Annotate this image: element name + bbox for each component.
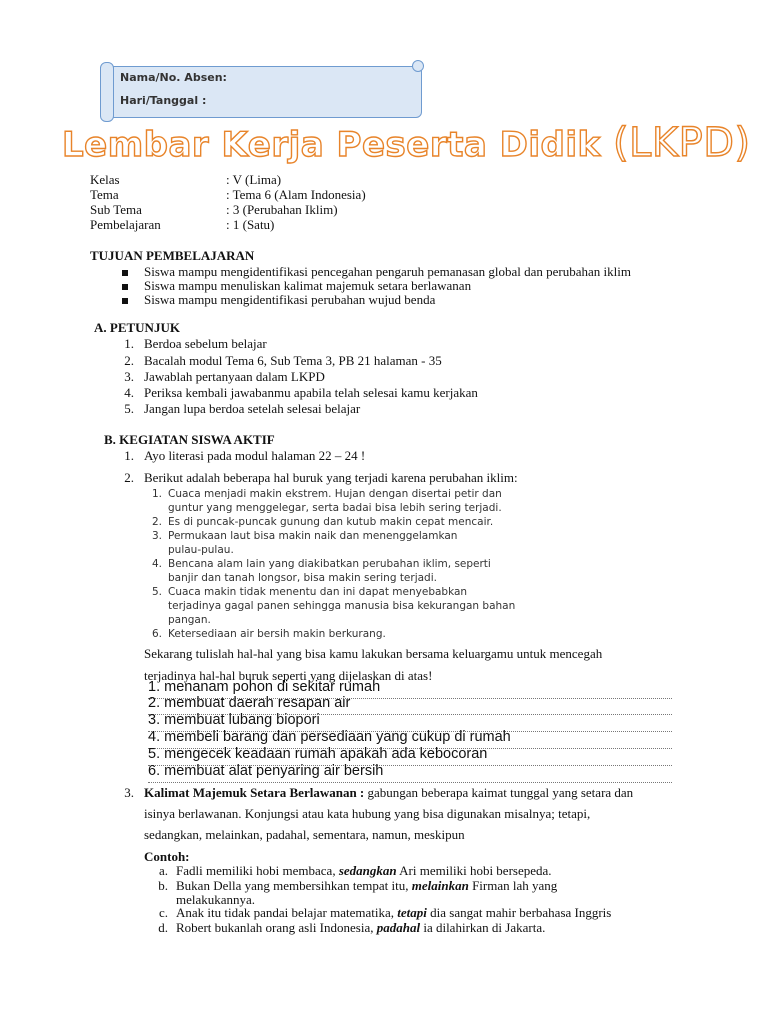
info-value-tema: : Tema 6 (Alam Indonesia) bbox=[226, 187, 366, 202]
info-label-tema: Tema bbox=[90, 187, 119, 202]
bullet-icon bbox=[122, 284, 128, 290]
excerpt-number: 4. bbox=[152, 558, 163, 570]
petunjuk-item: Jawablah pertanyaan dalam LKPD bbox=[144, 369, 325, 384]
petunjuk-item: Bacalah modul Tema 6, Sub Tema 3, PB 21 halaman - 35 bbox=[144, 353, 442, 368]
list-number: 4. bbox=[124, 385, 134, 400]
contoh-conj: sedangkan bbox=[338, 863, 397, 878]
contoh-letter: b. bbox=[158, 878, 168, 893]
answer-text[interactable]: 6. membuat alat penyaring air bersih bbox=[148, 763, 384, 779]
kegiatan-heading: B. KEGIATAN SISWA AKTIF bbox=[104, 432, 275, 447]
excerpt-line: terjadinya gagal panen sehingga manusia bisa kekurangan bahan bbox=[168, 600, 516, 612]
kegiatan-item-3 bbox=[144, 785, 633, 801]
answer-text[interactable]: 1. menanam pohon di sekitar rumah bbox=[148, 679, 381, 695]
list-number: 3. bbox=[124, 369, 134, 384]
info-value-pembelajaran: : 1 (Satu) bbox=[226, 217, 275, 232]
info-value-subtema: : 3 (Perubahan Iklim) bbox=[226, 202, 338, 217]
excerpt-line: banjir dan tanah longsor, bisa makin sering terjadi. bbox=[168, 572, 437, 584]
contoh-heading: Contoh: bbox=[144, 849, 190, 864]
excerpt-line: Cuaca makin tidak menentu dan ini dapat menyebabkan bbox=[168, 586, 468, 598]
list-number: 2. bbox=[124, 353, 134, 368]
bullet-icon bbox=[122, 298, 128, 304]
excerpt-line: guntur yang menggelegar, serta badai bisa lebih sering terjadi. bbox=[168, 502, 502, 514]
excerpt-number: 1. bbox=[152, 488, 163, 500]
date-label: Hari/Tanggal : bbox=[120, 94, 207, 107]
petunjuk-item: Jangan lupa berdoa setelah selesai belajar bbox=[144, 401, 361, 416]
info-label-subtema: Sub Tema bbox=[90, 202, 142, 217]
answer-line bbox=[148, 782, 672, 783]
excerpt-line: Es di puncak-puncak gunung dan kutub makin cepat mencair. bbox=[168, 516, 494, 528]
kegiatan-item-1: Ayo literasi pada modul halaman 22 – 24 ! bbox=[144, 448, 366, 463]
name-label: Nama/No. Absen: bbox=[120, 71, 227, 84]
petunjuk-item: Periksa kembali jawabanmu apabila telah selesai kamu kerjakan bbox=[144, 385, 478, 400]
item3-line-2: isinya berlawanan. Konjungsi atau kata hubung yang bisa digunakan misalnya; tetapi, bbox=[144, 806, 591, 821]
scroll-curl-left bbox=[100, 62, 114, 122]
contoh-pre: Bukan Della yang membersihkan tempat itu, bbox=[176, 878, 412, 893]
petunjuk-item: Berdoa sebelum belajar bbox=[144, 336, 267, 351]
excerpt-number: 5. bbox=[152, 586, 163, 598]
page-title bbox=[62, 120, 751, 166]
contoh-conj: padahal bbox=[376, 920, 421, 935]
scroll-curl-right bbox=[412, 60, 424, 72]
info-label-pembelajaran: Pembelajaran bbox=[90, 217, 161, 232]
contoh-item bbox=[176, 905, 611, 921]
list-number: 2. bbox=[124, 470, 134, 485]
tujuan-item: Siswa mampu mengidentifikasi perubahan wujud benda bbox=[144, 292, 436, 307]
answer-text[interactable]: 3. membuat lubang biopori bbox=[148, 712, 320, 728]
excerpt-number: 2. bbox=[152, 516, 163, 528]
contoh-item bbox=[176, 920, 545, 936]
answer-text[interactable]: 2. membuat daerah resapan air bbox=[148, 695, 351, 711]
contoh-continuation: melakukannya. bbox=[176, 892, 256, 907]
contoh-conj: tetapi bbox=[397, 905, 427, 920]
prompt-line-2: terjadinya hal-hal buruk seperti yang dijelaskan di atas! bbox=[144, 668, 433, 683]
item3-line-3: sedangkan, melainkan, padahal, sementara, namun, meskipun bbox=[144, 827, 465, 842]
prompt-line-1: Sekarang tulislah hal-hal yang bisa kamu lakukan bersama keluargamu untuk mencegah bbox=[144, 646, 603, 661]
tujuan-item: Siswa mampu mengidentifikasi pencegahan pengaruh pemanasan global dan perubahan iklim bbox=[144, 264, 631, 279]
excerpt-line: Permukaan laut bisa makin naik dan menenggelamkan bbox=[168, 530, 458, 542]
petunjuk-heading: A. PETUNJUK bbox=[94, 320, 180, 335]
tujuan-heading: TUJUAN PEMBELAJARAN bbox=[90, 248, 255, 263]
title-paren: (LKPD) bbox=[612, 120, 751, 166]
list-number: 1. bbox=[124, 336, 134, 351]
answer-text[interactable]: 5. mengecek keadaan rumah apakah ada kebocoran bbox=[148, 746, 488, 762]
excerpt-line: pulau-pulau. bbox=[168, 544, 234, 556]
contoh-post: Firman lah yang bbox=[468, 878, 558, 893]
list-number: 1. bbox=[124, 448, 134, 463]
contoh-post: dia sangat mahir berbahasa Inggris bbox=[426, 905, 612, 920]
item3-rest: gabungan beberapa kaimat tunggal yang setara dan bbox=[364, 785, 634, 800]
excerpt-line: Bencana alam lain yang diakibatkan perubahan iklim, seperti bbox=[168, 558, 491, 570]
tujuan-item: Siswa mampu menuliskan kalimat majemuk setara berlawanan bbox=[144, 278, 472, 293]
excerpt-line: Ketersediaan air bersih makin berkurang. bbox=[168, 628, 386, 640]
contoh-pre: Robert bukanlah orang asli Indonesia, bbox=[176, 920, 377, 935]
list-number: 5. bbox=[124, 401, 134, 416]
excerpt-number: 6. bbox=[152, 628, 163, 640]
contoh-letter: c. bbox=[158, 905, 168, 920]
kegiatan-item-2: Berikut adalah beberapa hal buruk yang terjadi karena perubahan iklim: bbox=[144, 470, 518, 485]
excerpt-line: pangan. bbox=[168, 614, 211, 626]
excerpt-number: 3. bbox=[152, 530, 163, 542]
answer-text[interactable]: 4. membeli barang dan persediaan yang cukup di rumah bbox=[148, 729, 511, 745]
list-number: 3. bbox=[124, 785, 134, 800]
info-value-kelas: : V (Lima) bbox=[226, 172, 282, 187]
title-main: Lembar Kerja Peserta Didik bbox=[62, 125, 613, 165]
contoh-post: Ari memiliki hobi bersepeda. bbox=[396, 863, 552, 878]
bullet-icon bbox=[122, 270, 128, 276]
contoh-item bbox=[176, 863, 552, 879]
contoh-pre: Anak itu tidak pandai belajar matematika, bbox=[176, 905, 398, 920]
contoh-letter: a. bbox=[158, 863, 168, 878]
excerpt-line: Cuaca menjadi makin ekstrem. Hujan dengan disertai petir dan bbox=[168, 488, 502, 500]
contoh-post: ia dilahirkan di Jakarta. bbox=[420, 920, 546, 935]
student-info-scroll bbox=[100, 62, 420, 116]
item3-bold: Kalimat Majemuk Setara Berlawanan : bbox=[144, 785, 365, 800]
contoh-pre: Fadli memiliki hobi membaca, bbox=[176, 863, 339, 878]
contoh-conj: melainkan bbox=[411, 878, 469, 893]
contoh-letter: d. bbox=[158, 920, 168, 935]
info-label-kelas: Kelas bbox=[90, 172, 120, 187]
